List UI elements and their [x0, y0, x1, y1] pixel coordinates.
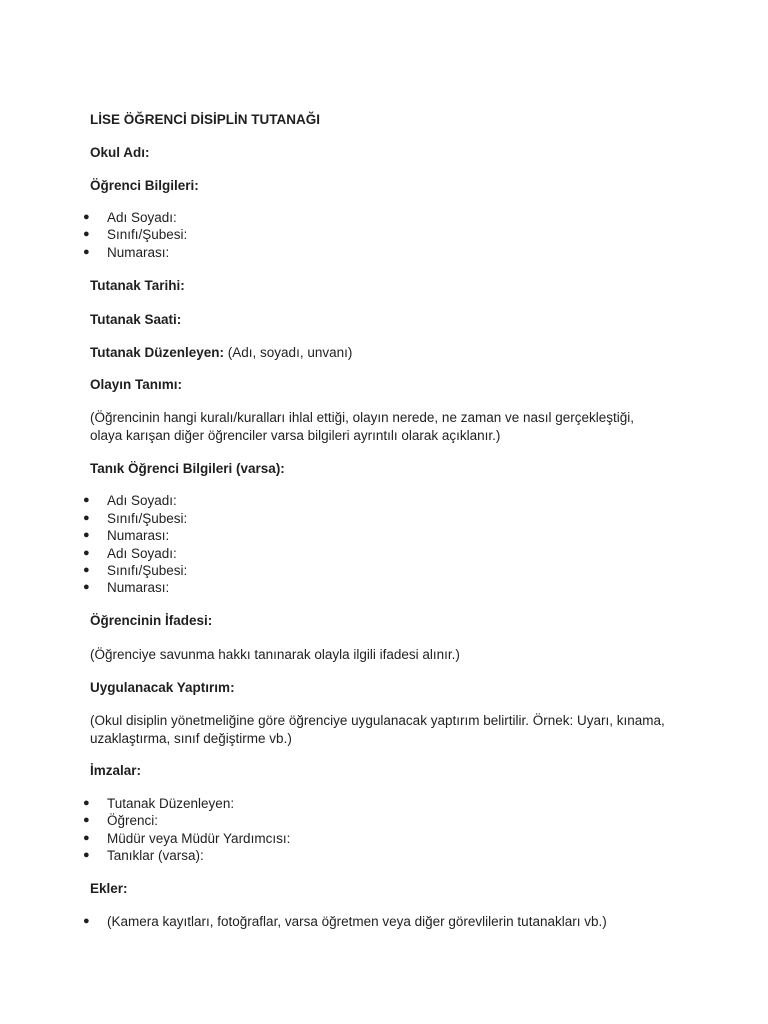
bullet-icon: ●: [83, 564, 90, 576]
list-item: Adı Soyadı:: [107, 546, 177, 561]
attachments-heading: Ekler:: [90, 881, 128, 896]
list-item: Tanıklar (varsa):: [107, 848, 204, 863]
list-item: Tutanak Düzenleyen:: [107, 796, 235, 811]
bullet-icon: ●: [83, 814, 90, 826]
bullet-icon: ●: [83, 849, 90, 861]
bullet-icon: ●: [83, 547, 90, 559]
list-item: Öğrenci:: [107, 813, 159, 828]
list-item: Numarası:: [107, 580, 170, 595]
witness-heading: Tanık Öğrenci Bilgileri (varsa):: [90, 461, 285, 476]
document-title: LİSE ÖĞRENCİ DİSİPLİN TUTANAĞI: [90, 112, 321, 127]
bullet-icon: ●: [83, 494, 90, 506]
list-item: Sınıfı/Şubesi:: [107, 511, 188, 526]
bullet-icon: ●: [83, 512, 90, 524]
list-item: Numarası:: [107, 245, 170, 260]
incident-text-line: (Öğrencinin hangi kuralı/kuralları ihlal ettiği, olayın nerede, ne zaman ve nasıl gerçekleştiği,: [90, 410, 635, 425]
school-name-label: Okul Adı:: [90, 145, 150, 160]
bullet-icon: ●: [83, 211, 90, 223]
report-time-label: Tutanak Saati:: [90, 312, 182, 327]
list-item: (Kamera kayıtları, fotoğraflar, varsa öğretmen veya diğer görevlilerin tutanakları vb.): [107, 914, 607, 929]
bullet-icon: ●: [83, 832, 90, 844]
report-author-hint: (Adı, soyadı, unvanı): [224, 345, 353, 360]
list-item: Numarası:: [107, 528, 170, 543]
report-date-label: Tutanak Tarihi:: [90, 278, 185, 293]
report-author-line: [90, 344, 352, 361]
bullet-icon: ●: [83, 529, 90, 541]
report-author-label: Tutanak Düzenleyen:: [90, 345, 225, 360]
signatures-heading: İmzalar:: [90, 763, 142, 778]
list-item: Adı Soyadı:: [107, 493, 177, 508]
sanction-text-line: (Okul disiplin yönetmeliğine göre öğrenciye uygulanacak yaptırım belirtilir. Örnek: Uyarı, kınama,: [90, 713, 665, 728]
bullet-icon: ●: [83, 581, 90, 593]
list-item: Adı Soyadı:: [107, 210, 177, 225]
statement-heading: Öğrencinin İfadesi:: [90, 613, 213, 628]
bullet-icon: ●: [83, 797, 90, 809]
bullet-icon: ●: [83, 246, 90, 258]
bullet-icon: ●: [83, 915, 90, 927]
sanction-heading: Uygulanacak Yaptırım:: [90, 680, 235, 695]
bullet-icon: ●: [83, 228, 90, 240]
sanction-text-line: uzaklaştırma, sınıf değiştirme vb.): [90, 731, 292, 746]
student-info-heading: Öğrenci Bilgileri:: [90, 178, 199, 193]
list-item: Sınıfı/Şubesi:: [107, 227, 188, 242]
statement-text: (Öğrenciye savunma hakkı tanınarak olayla ilgili ifadesi alınır.): [90, 647, 460, 662]
incident-heading: Olayın Tanımı:: [90, 377, 183, 392]
list-item: Sınıfı/Şubesi:: [107, 563, 188, 578]
incident-text-line: olaya karışan diğer öğrenciler varsa bilgileri ayrıntılı olarak açıklanır.): [90, 428, 501, 443]
list-item: Müdür veya Müdür Yardımcısı:: [107, 831, 291, 846]
